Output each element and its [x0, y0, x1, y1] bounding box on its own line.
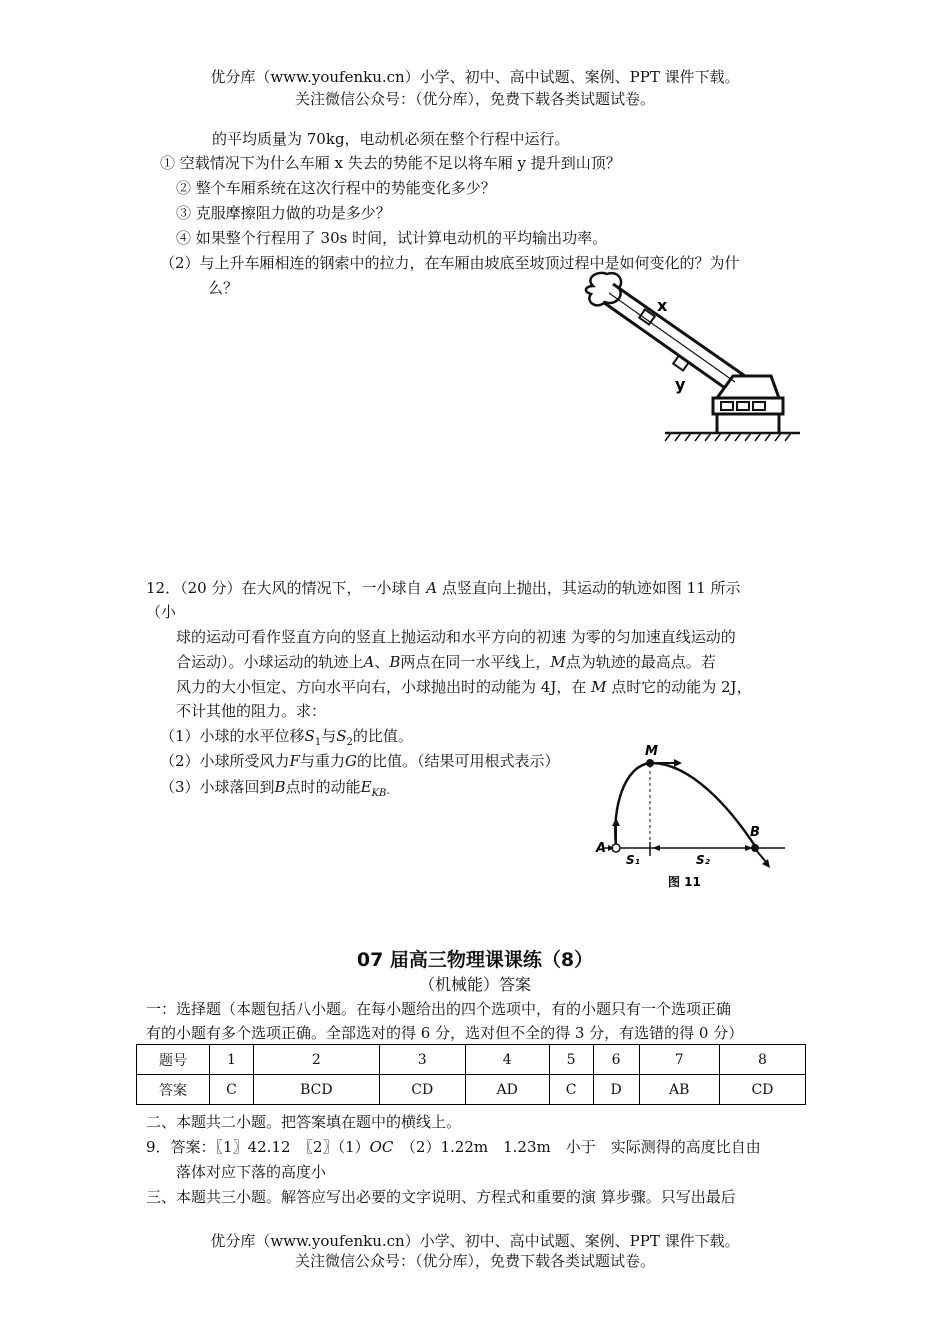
table-cell: C — [549, 1075, 593, 1105]
q12-part2 — [160, 750, 559, 771]
q12-p3c: 点时的动能 — [285, 778, 361, 796]
q12-p3d: E — [360, 778, 372, 796]
table-header-cell: 题号 — [137, 1045, 210, 1075]
q9a: 9．答案：〖1〗42.12 〖2〗（1） — [146, 1138, 370, 1156]
table-row — [137, 1075, 806, 1105]
q12-p2d: G — [344, 752, 357, 770]
q12-l3a: 合运动）。小球运动的轨迹上 — [176, 653, 364, 671]
car-x-label: x — [657, 296, 668, 315]
q12-p2b: F — [289, 752, 300, 770]
q11-sub1: ① 空载情况下为什么车厢 x 失去的势能不足以将车厢 y 提升到山顶？ — [160, 154, 621, 172]
q12-l3e: 两点在同一水平线上， — [400, 653, 551, 671]
q11-sub4: ④ 如果整个行程用了 30s 时间，试计算电动机的平均输出功率。 — [176, 229, 608, 247]
table-row — [137, 1045, 806, 1075]
answer-title: 07 届高三物理课课练（8） — [356, 949, 594, 971]
q11-sub3: ③ 克服摩擦阻力做的功是多少？ — [176, 204, 391, 222]
label-a: A — [596, 841, 607, 856]
q12-p2c: 与重力 — [299, 752, 345, 770]
q12-point-a: A — [426, 579, 438, 597]
q12-p3a: （3）小球落回到 — [160, 778, 275, 796]
q12-p2e: 的比值。（结果可用根式表示） — [356, 752, 560, 770]
q11-part2-cont: 么？ — [208, 279, 239, 297]
section3: 三、本题共三小题。解答应写出必要的文字说明、方程式和重要的演 算步骤。只写出最后 — [146, 1188, 736, 1206]
q12-l3d: B — [389, 653, 401, 671]
q11-intro: 的平均质量为 70kg，电动机必须在整个行程中运行。 — [212, 130, 570, 148]
table-cell: 8 — [719, 1045, 805, 1075]
answer-table — [136, 1044, 806, 1105]
q12-l3b: A — [363, 653, 375, 671]
q12-p1c: 1 — [314, 737, 322, 748]
q12-l4c: 点时它的动能为 2J， — [611, 678, 752, 696]
answer-subtitle: （机械能）答案 — [418, 975, 531, 994]
table-cell: 5 — [549, 1045, 593, 1075]
q12-l3c: 、 — [374, 653, 390, 671]
section1-line1: 一：选择题（本题包括八小题。在每小题给出的四个选项中，有的小题只有一个选项正确 — [146, 1000, 732, 1018]
table-cell: D — [593, 1075, 639, 1105]
table-cell: 2 — [253, 1045, 379, 1075]
table-cell: CD — [379, 1075, 465, 1105]
header-line-2: 关注微信公众号：（优分库），免费下载各类试题试卷。 — [294, 90, 655, 108]
trajectory-figure — [590, 738, 790, 898]
table-header-cell: 答案 — [137, 1075, 210, 1105]
q12-part3 — [160, 776, 390, 799]
q11-part2: （2）与上升车厢相连的钢索中的拉力，在车厢由坡底至坡顶过程中是如何变化的？为什 — [160, 254, 740, 272]
section2: 二、本题共二小题。把答案填在题中的横线上。 — [146, 1113, 462, 1131]
q12-p3e: KB- — [371, 788, 390, 799]
q12-line2: 球的运动可看作竖直方向的竖直上抛运动和水平方向的初速 为零的匀加速直线运动的 — [176, 628, 736, 646]
cable-car-figure — [575, 268, 810, 448]
q12-line1-rest: 点竖直向上抛出，其运动的轨迹如图 11 所示 — [441, 579, 741, 597]
q9c: （2）1.22m 1.23m 小于 实际测得的高度比自由 — [408, 1138, 761, 1156]
q12-p2a: （2）小球所受风力 — [160, 752, 290, 770]
q12-l3g: 点为轨迹的最高点。若 — [565, 653, 716, 671]
q12-p1g: 的比值。 — [352, 727, 413, 745]
q11-sub2: ② 整个车厢系统在这次行程中的势能变化多少？ — [176, 179, 496, 197]
table-cell: 4 — [465, 1045, 549, 1075]
q12-part1 — [160, 725, 413, 748]
table-cell: 7 — [639, 1045, 719, 1075]
car-y-label: y — [675, 375, 686, 394]
q12-p1e: S — [336, 727, 347, 745]
q12-line5: 不计其他的阻力。求： — [176, 702, 327, 720]
label-b: B — [750, 825, 760, 840]
q12-number: 12．（20 分）在大风的情况下，一小球自 — [146, 579, 422, 597]
figure-caption: 图 11 — [668, 875, 701, 889]
q12-line1 — [146, 577, 740, 598]
q12-l4a: 风力的大小恒定、方向水平向右，小球抛出时的动能为 4J，在 — [176, 678, 587, 696]
q12-line4 — [176, 676, 752, 697]
q12-p1b: S — [304, 727, 315, 745]
table-cell: 1 — [210, 1045, 254, 1075]
table-cell: AB — [639, 1075, 719, 1105]
table-cell: AD — [465, 1075, 549, 1105]
q12-l4b: M — [591, 678, 607, 696]
section1-line2: 有的小题有多个选项正确。全部选对的得 6 分，选对但不全的得 3 分，有选错的得 0 分） — [146, 1024, 744, 1042]
label-s2: S₂ — [696, 853, 710, 867]
table-cell: 6 — [593, 1045, 639, 1075]
q12-l3f: M — [550, 653, 566, 671]
q12-p3b: B — [274, 778, 286, 796]
footer-line-1: 优分库（www.youfenku.cn）小学、初中、高中试题、案例、PPT 课件下载。 — [210, 1232, 740, 1250]
q9b: OC — [369, 1138, 394, 1156]
label-m: M — [645, 744, 658, 759]
q12-p1d: 与 — [321, 727, 337, 745]
q12-line3 — [176, 651, 716, 672]
label-s1: S₁ — [626, 853, 640, 867]
table-cell: CD — [719, 1075, 805, 1105]
table-cell: BCD — [253, 1075, 379, 1105]
q12-p1f: 2 — [346, 737, 353, 748]
header-line-1: 优分库（www.youfenku.cn）小学、初中、高中试题、案例、PPT 课件下载。 — [210, 68, 740, 86]
q9-answer-cont: 落体对应下落的高度小 — [176, 1163, 327, 1181]
q12-p1a: （1）小球的水平位移 — [160, 727, 305, 745]
q9-answer — [146, 1136, 761, 1157]
footer-line-2: 关注微信公众号：（优分库），免费下载各类试题试卷。 — [294, 1252, 655, 1270]
table-cell: 3 — [379, 1045, 465, 1075]
q12-paren: （小 — [146, 603, 177, 621]
table-cell: C — [210, 1075, 254, 1105]
